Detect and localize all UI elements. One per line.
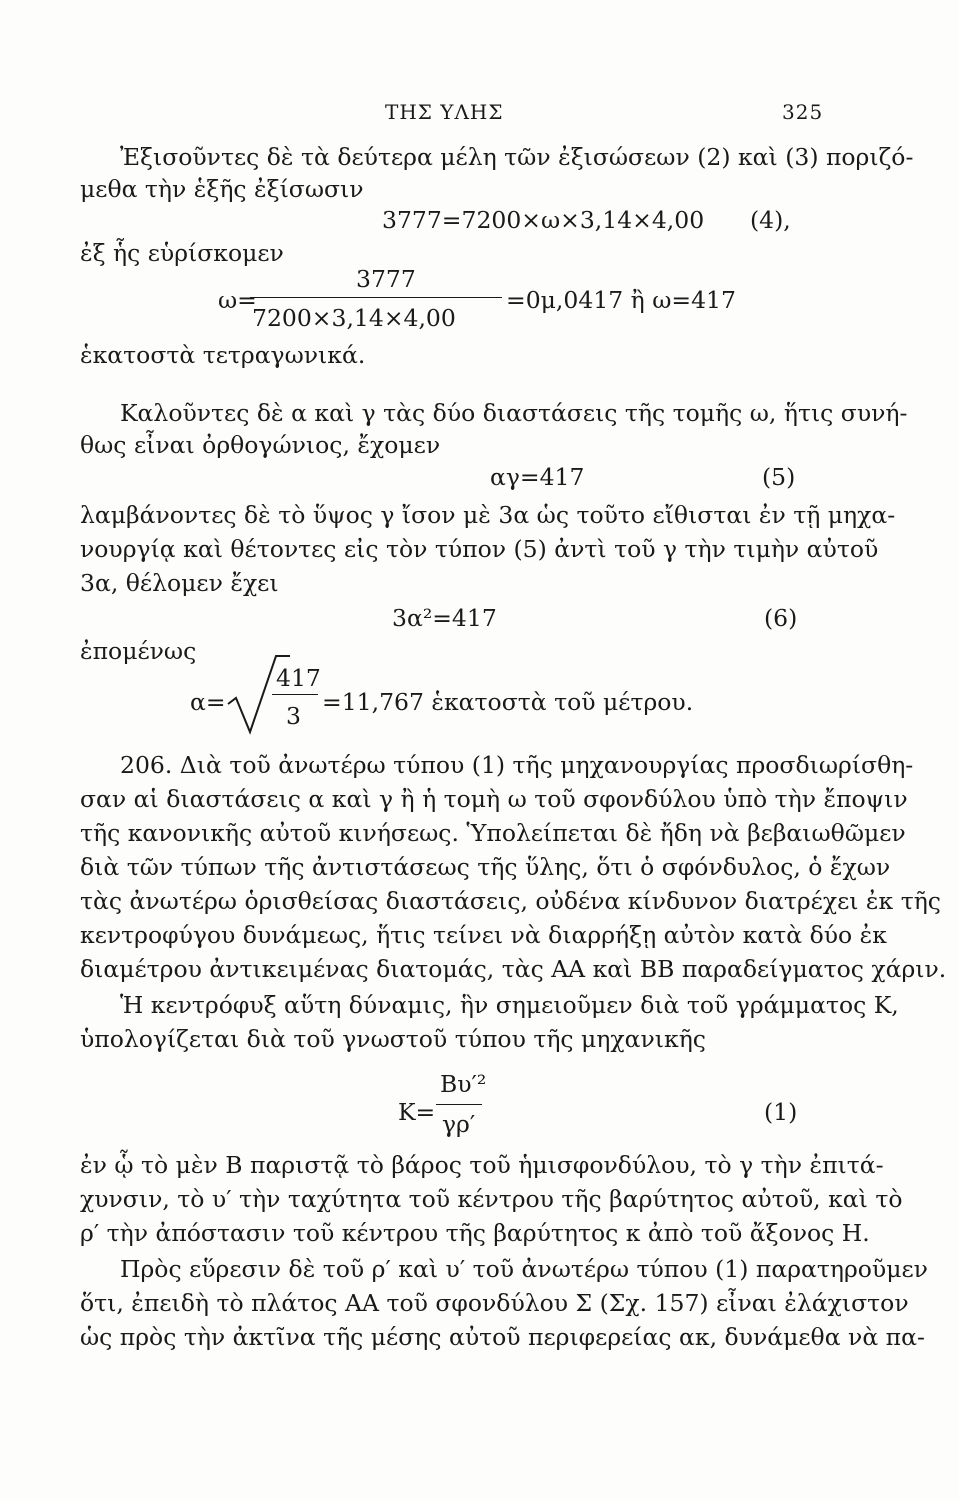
text-line: ἑκατοστὰ τετραγωνικά. — [80, 341, 366, 369]
equation-number-1: (1) — [764, 1098, 798, 1126]
running-header-title: ΤΗΣ ΥΛΗΣ — [385, 100, 504, 124]
equation-number-6: (6) — [764, 604, 798, 632]
text-line: τὰς ἀνωτέρω ὁρισθείσας διαστάσεις, οὐδένα κίνδυνον διατρέχει ἐκ τῆς — [80, 887, 941, 915]
text-line: χυνσιν, τὸ υ′ τὴν ταχύτητα τοῦ κέντρου τῆς βαρύτητος αὐτοῦ, καὶ τὸ — [80, 1185, 903, 1213]
text-line: διὰ τῶν τύπων τῆς ἀντιστάσεως τῆς ὕλης, ὅτι ὁ σφόνδυλος, ὁ ἔχων — [80, 853, 891, 881]
equation-number-4: (4), — [750, 206, 791, 234]
omega-numerator: 3777 — [356, 265, 416, 293]
fraction-bar — [250, 297, 502, 298]
alpha-denominator: 3 — [286, 702, 301, 730]
fraction-bar — [436, 1104, 482, 1105]
equation-number-5: (5) — [762, 463, 796, 491]
text-line: Ἡ κεντρόφυξ αὕτη δύναμις, ἣν σημειοῦμεν διὰ τοῦ γράμματος K, — [120, 991, 899, 1019]
text-line: διαμέτρου ἀντικειμένας διατομάς, τὰς AA καὶ BB παραδείγματος χάριν. — [80, 955, 947, 983]
text-line: Πρὸς εὕρεσιν δὲ τοῦ ρ′ καὶ υ′ τοῦ ἀνωτέρω τύπου (1) παρατηροῦμεν — [120, 1255, 928, 1283]
text-line: 206. Διὰ τοῦ ἀνωτέρω τύπου (1) τῆς μηχανουργίας προσδιωρίσθη- — [120, 751, 914, 779]
text-line: ρ′ τὴν ἀπόστασιν τοῦ κέντρου τῆς βαρύτητος κ ἀπὸ τοῦ ἄξονος H. — [80, 1219, 870, 1247]
text-line: ἐξ ἧς εὑρίσκομεν — [80, 239, 284, 267]
text-line: ὅτι, ἐπειδὴ τὸ πλάτος AA τοῦ σφονδύλου Σ (Σχ. 157) εἶναι ἐλάχιστον — [80, 1289, 909, 1317]
text-line: σαν αἱ διαστάσεις α καὶ γ ἢ ἡ τομὴ ω τοῦ σφονδύλου ὑπὸ τὴν ἔποψιν — [80, 785, 908, 813]
text-line: θως εἶναι ὀρθογώνιος, ἔχομεν — [80, 431, 441, 459]
eq1-numerator: Bυ′² — [440, 1070, 487, 1098]
fraction-bar — [272, 694, 318, 695]
equation-6: 3α²=417 — [392, 604, 497, 632]
text-line: κεντροφύγου δυνάμεως, ἥτις τείνει νὰ διαρρήξῃ αὐτὸν κατὰ δύο ἐκ — [80, 921, 887, 949]
text-line: Ἐξισοῦντες δὲ τὰ δεύτερα μέλη τῶν ἐξισώσεων (2) καὶ (3) ποριζό- — [120, 143, 914, 171]
alpha-numerator: 417 — [276, 664, 321, 692]
text-line: ὑπολογίζεται διὰ τοῦ γνωστοῦ τύπου τῆς μηχανικῆς — [80, 1025, 706, 1053]
text-line: Καλοῦντες δὲ α καὶ γ τὰς δύο διαστάσεις τῆς τομῆς ω, ἥτις συνή- — [120, 399, 908, 427]
eq1-lhs: K= — [398, 1098, 436, 1126]
equation-5: αγ=417 — [490, 463, 585, 491]
text-line: τῆς κανονικῆς αὐτοῦ κινήσεως. Ὑπολείπεται δὲ ἤδη νὰ βεβαιωθῶμεν — [80, 819, 906, 847]
eq1-denominator: γρ′ — [442, 1110, 476, 1138]
text-line: ἐπομένως — [80, 637, 197, 665]
text-line: 3α, θέλομεν ἔχει — [80, 569, 279, 597]
page-number: 325 — [782, 100, 824, 124]
alpha-rhs: =11,767 ἑκατοστὰ τοῦ μέτρου. — [322, 688, 694, 716]
omega-rhs: =0μ,0417 ἢ ω=417 — [506, 286, 736, 314]
alpha-lhs: α= — [190, 688, 226, 716]
omega-lhs: ω= — [218, 286, 257, 314]
text-line: λαμβάνοντες δὲ τὸ ὕψος γ ἴσον μὲ 3α ὡς τοῦτο εἴθισται ἐν τῇ μηχα- — [80, 501, 896, 529]
text-line: ὡς πρὸς τὴν ἀκτῖνα τῆς μέσης αὐτοῦ περιφερείας ακ, δυνάμεθα νὰ πα- — [80, 1323, 925, 1351]
equation-4: 3777=7200×ω×3,14×4,00 — [382, 206, 705, 234]
text-line: νουργίᾳ καὶ θέτοντες εἰς τὸν τύπον (5) ἀντὶ τοῦ γ τὴν τιμὴν αὐτοῦ — [80, 535, 879, 563]
omega-denominator: 7200×3,14×4,00 — [252, 304, 456, 332]
text-line: ἐν ᾧ τὸ μὲν B παριστᾷ τὸ βάρος τοῦ ἡμισφονδύλου, τὸ γ τὴν ἐπιτά- — [80, 1151, 884, 1179]
text-line: μεθα τὴν ἑξῆς ἐξίσωσιν — [80, 175, 364, 203]
